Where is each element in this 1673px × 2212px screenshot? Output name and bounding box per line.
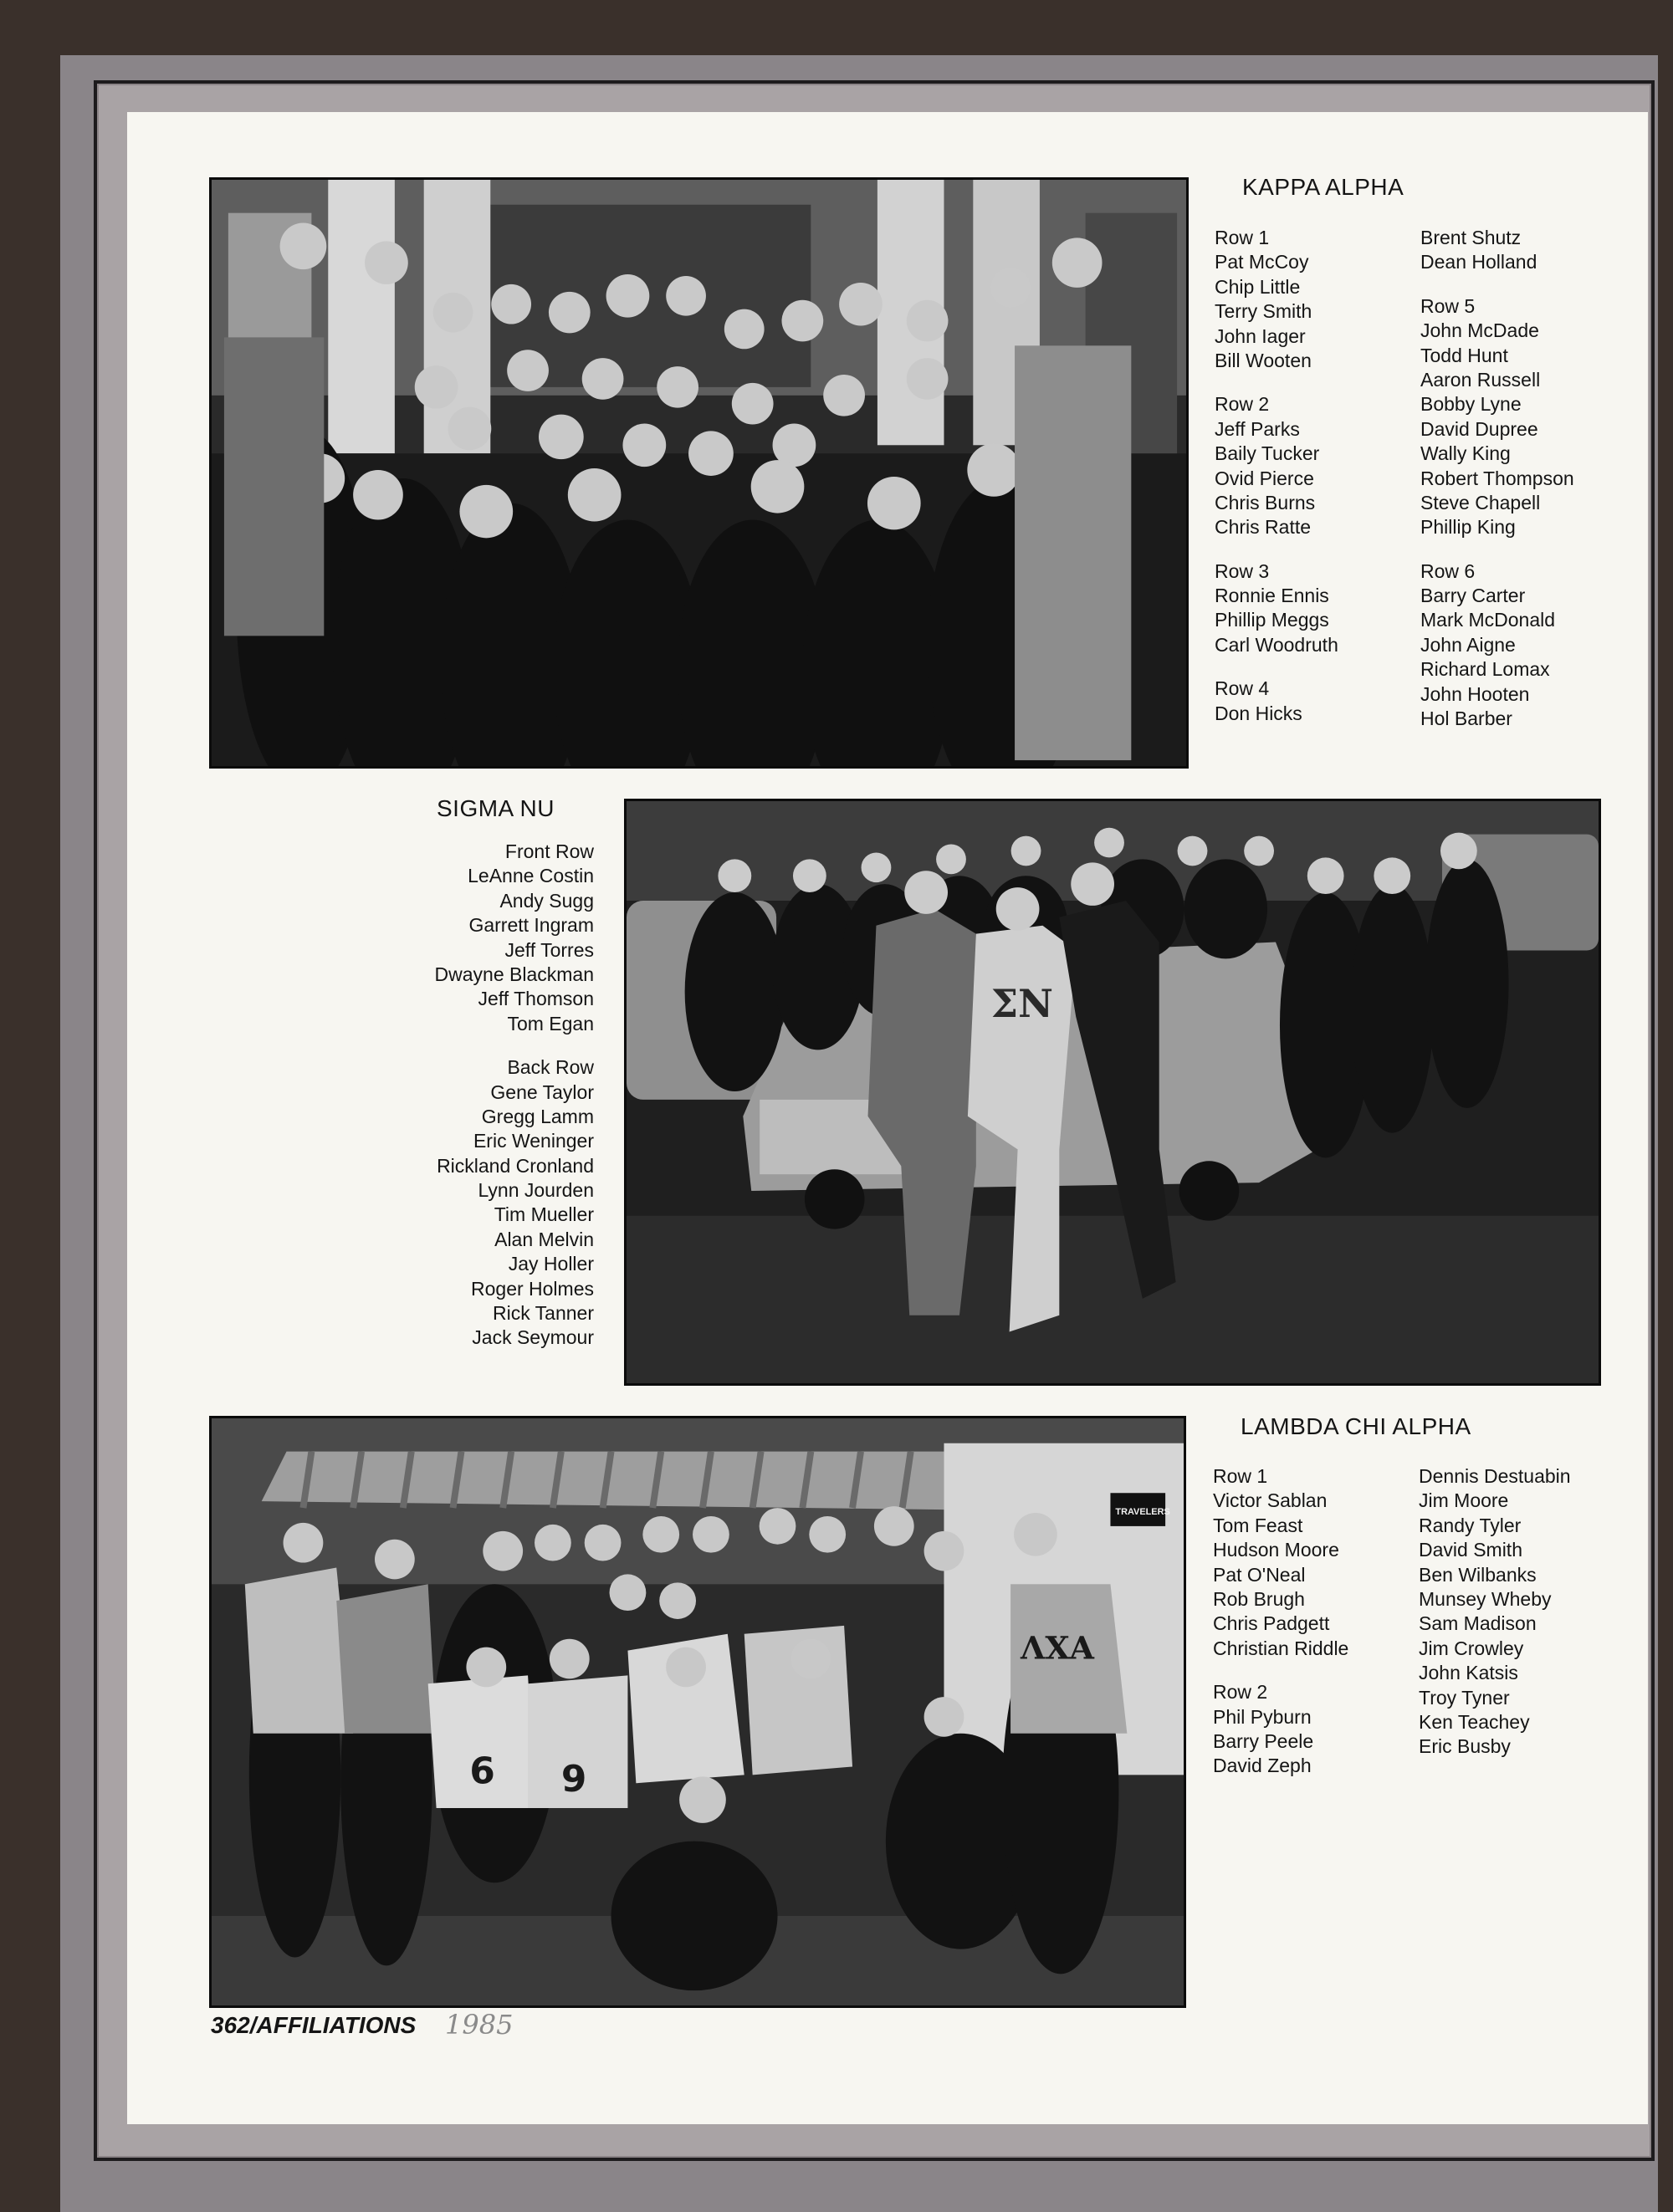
kappa-name: Barry Carter [1420, 585, 1526, 607]
sigma-name: Roger Holmes [471, 1277, 594, 1300]
lca-name: Eric Busby [1419, 1735, 1511, 1758]
sigma-name: Gene Taylor [490, 1080, 594, 1103]
kappa-name: Bill Wooten [1215, 349, 1312, 371]
group-photo-icon [212, 1418, 1184, 2005]
kappa-name: Jeff Parks [1215, 417, 1300, 440]
kappa-name: Terry Smith [1215, 300, 1312, 323]
sigma-name: Rickland Cronland [437, 1154, 594, 1177]
sigma-name: Gregg Lamm [481, 1105, 594, 1127]
kappa-name: Chris Burns [1215, 491, 1316, 513]
kappa-name: John Iager [1215, 324, 1306, 347]
lca-name: Barry Peele [1213, 1729, 1314, 1752]
lca-name: Jim Moore [1419, 1489, 1509, 1512]
kappa-alpha-col-2 [1420, 226, 1574, 731]
sigma-row-label: Back Row [507, 1056, 594, 1079]
kappa-name: Hol Barber [1420, 708, 1512, 730]
kappa-name: Chip Little [1215, 275, 1301, 298]
kappa-name: Brent Shutz [1420, 227, 1522, 248]
lca-name: Rob Brugh [1213, 1587, 1305, 1610]
sigma-name: Andy Sugg [499, 889, 594, 912]
lca-name: Pat O'Neal [1213, 1563, 1306, 1586]
kappa-alpha-col-1 [1215, 226, 1338, 726]
group-photo-icon [212, 180, 1186, 766]
handwritten-year: 1985 [445, 2009, 514, 2041]
car-group-photo-icon [627, 801, 1599, 1383]
kappa-alpha-title: KAPPA ALPHA [1242, 174, 1404, 200]
sigma-name: Eric Weninger [473, 1130, 594, 1152]
sn-shirt-letters: ΣΝ [990, 980, 1053, 1026]
sigma-nu-title: SIGMA NU [437, 795, 555, 821]
kappa-name: Steve Chapell [1420, 491, 1541, 513]
lca-name: Victor Sablan [1213, 1489, 1328, 1512]
jersey-number: 9 [560, 1758, 587, 1801]
kappa-name: Ronnie Ennis [1215, 585, 1329, 607]
sigma-nu-photo [624, 799, 1601, 1386]
kappa-name: Richard Lomax [1420, 658, 1550, 681]
lca-name: Randy Tyler [1419, 1514, 1522, 1536]
kappa-alpha-photo [209, 177, 1189, 769]
lambda-chi-alpha-col-2 [1419, 1464, 1571, 1760]
lca-name: Jim Crowley [1419, 1637, 1524, 1659]
sigma-row-label: Front Row [504, 840, 594, 862]
kappa-name: John Aigne [1420, 633, 1516, 656]
lca-shirt-letters: ΛΧΑ [1021, 1629, 1094, 1667]
lca-name: Ben Wilbanks [1419, 1563, 1537, 1586]
lca-name: Ken Teachey [1419, 1710, 1530, 1733]
kappa-name: Dean Holland [1420, 251, 1537, 273]
lambda-chi-alpha-photo [209, 1416, 1186, 2008]
lca-name: Tom Feast [1213, 1514, 1303, 1536]
lca-name: Dennis Destuabin [1419, 1465, 1571, 1487]
jersey-number: 6 [469, 1750, 495, 1793]
lambda-chi-alpha-col-1 [1213, 1464, 1348, 1779]
sigma-name: Tim Mueller [494, 1203, 594, 1226]
sigma-name: LeAnne Costin [468, 865, 594, 887]
lca-name: Troy Tyner [1419, 1686, 1510, 1709]
kappa-row-label: Row 5 [1420, 294, 1476, 317]
lca-name: Chris Padgett [1213, 1612, 1330, 1635]
sigma-name: Garrett Ingram [468, 914, 594, 937]
kappa-name: Don Hicks [1215, 702, 1302, 724]
sigma-name: Rick Tanner [492, 1302, 594, 1325]
lambda-chi-alpha-title: LAMBDA CHI ALPHA [1241, 1413, 1471, 1439]
sigma-nu-list [351, 840, 594, 1351]
lca-name: Phil Pyburn [1213, 1705, 1312, 1728]
sigma-name: Jeff Thomson [478, 988, 594, 1010]
kappa-name: Robert Thompson [1420, 467, 1574, 489]
kappa-row-label: Row 2 [1215, 393, 1270, 416]
kappa-name: Aaron Russell [1420, 368, 1541, 391]
lca-name: Munsey Wheby [1419, 1587, 1552, 1610]
kappa-name: Wally King [1420, 442, 1511, 465]
kappa-row-label: Row 6 [1420, 559, 1476, 582]
travelers-sign: TRAVELERS [1115, 1507, 1170, 1518]
kappa-row-label: Row 3 [1215, 559, 1270, 582]
kappa-name: Pat McCoy [1215, 251, 1309, 273]
sigma-name: Jeff Torres [504, 938, 594, 961]
kappa-name: Bobby Lyne [1420, 393, 1522, 416]
lca-name: Hudson Moore [1213, 1539, 1339, 1561]
sigma-name: Lynn Jourden [478, 1179, 594, 1202]
sigma-name: Jack Seymour [472, 1326, 594, 1349]
kappa-row-label: Row 4 [1215, 677, 1270, 700]
lca-name: David Zeph [1213, 1755, 1312, 1777]
kappa-name: Mark McDonald [1420, 609, 1556, 631]
kappa-name: Ovid Pierce [1215, 467, 1314, 489]
lca-name: John Katsis [1419, 1662, 1518, 1684]
lca-row-label: Row 1 [1213, 1465, 1268, 1487]
kappa-name: David Dupree [1420, 417, 1538, 440]
kappa-name: John Hooten [1420, 682, 1530, 705]
page-folio: 362/AFFILIATIONS [211, 2012, 417, 2038]
kappa-name: Baily Tucker [1215, 442, 1320, 465]
kappa-name: Carl Woodruth [1215, 633, 1338, 656]
lca-name: David Smith [1419, 1539, 1522, 1561]
sigma-name: Alan Melvin [494, 1228, 594, 1250]
kappa-name: Chris Ratte [1215, 516, 1312, 539]
kappa-name: Phillip King [1420, 516, 1516, 539]
kappa-name: Phillip Meggs [1215, 609, 1329, 631]
sigma-name: Jay Holler [508, 1253, 594, 1275]
lca-name: Christian Riddle [1213, 1637, 1349, 1659]
lca-name: Sam Madison [1419, 1612, 1537, 1635]
kappa-name: Todd Hunt [1420, 344, 1508, 366]
sigma-name: Dwayne Blackman [434, 963, 594, 985]
lca-row-label: Row 2 [1213, 1681, 1268, 1704]
sigma-name: Tom Egan [507, 1012, 594, 1034]
kappa-row-label: Row 1 [1215, 227, 1270, 248]
kappa-name: John McDade [1420, 319, 1539, 342]
